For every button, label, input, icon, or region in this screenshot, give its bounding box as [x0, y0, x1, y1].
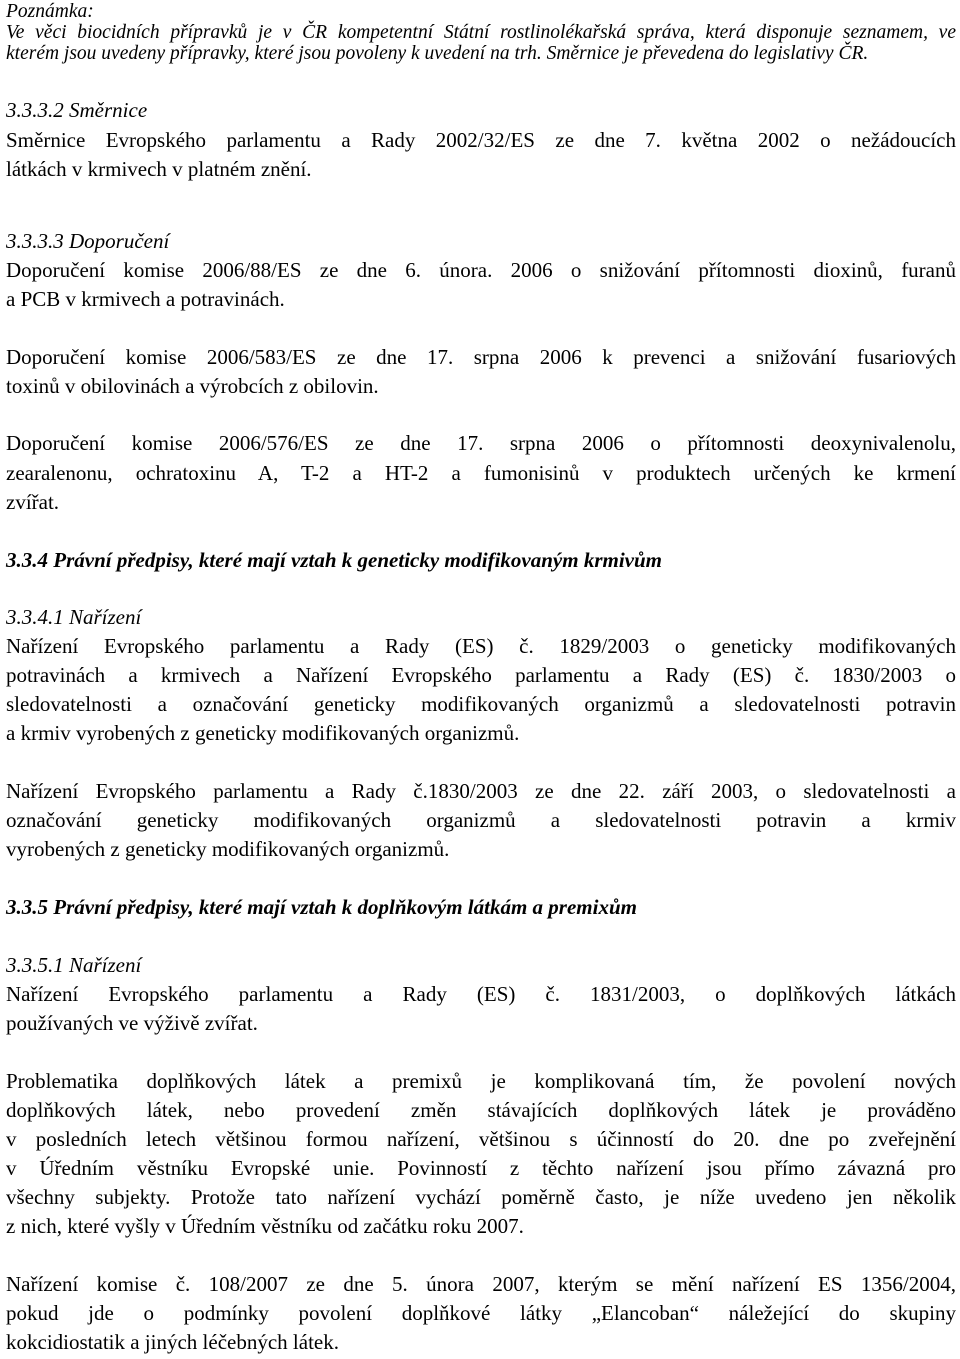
- paragraph-line: a krmiv vyrobených z geneticky modifikovaných organizmů.: [6, 721, 520, 745]
- paragraph-line: vyrobených z geneticky modifikovaných organizmů.: [6, 837, 450, 861]
- section-heading-3-3-4: 3.3.4 Právní předpisy, které mají vztah k geneticky modifikovaným krmivům: [6, 548, 662, 572]
- paragraph-line: v posledních letech většinou formou nařízení, většinou s účinností do 20. dne po zveřejnění: [6, 1127, 956, 1151]
- note-line: kterém jsou uvedeny přípravky, které jsou povoleny k uvedení na trh. Směrnice je převedena do legislativy ČR.: [6, 43, 869, 64]
- paragraph-line: z nich, které vyšly v Úředním věstníku od začátku roku 2007.: [6, 1214, 524, 1238]
- paragraph-line: Doporučení komise 2006/583/ES ze dne 17. srpna 2006 k prevenci a snižování fusariových: [6, 345, 956, 369]
- paragraph-line: Nařízení komise č. 108/2007 ze dne 5. února 2007, kterým se mění nařízení ES 1356/2004,: [6, 1272, 956, 1296]
- heading-text: 3.3.3.2 Směrnice: [6, 98, 148, 122]
- paragraph-line: potravinách a krmivech a Nařízení Evropského parlamentu a Rady (ES) č. 1830/2003 o: [6, 663, 956, 687]
- paragraph-line: toxinů v obilovinách a výrobcích z obilovin.: [6, 374, 379, 398]
- note-heading: Poznámka:: [6, 1, 94, 22]
- subsection-heading-3-3-5-1: 3.3.5.1 Nařízení: [6, 953, 142, 977]
- section-heading-3-3-5: 3.3.5 Právní předpisy, které mají vztah k doplňkovým látkám a premixům: [6, 895, 637, 919]
- paragraph-line: látkách v krmivech v platném znění.: [6, 157, 312, 181]
- paragraph-line: v Úředním věstníku Evropské unie. Povinností z těchto nařízení jsou přímo závazná pro: [6, 1156, 956, 1180]
- paragraph-line: sledovatelnosti a označování geneticky modifikovaných organizmů a sledovatelnosti potravin: [6, 692, 956, 716]
- paragraph-line: zvířat.: [6, 490, 60, 514]
- subsection-heading-3-3-4-1: 3.3.4.1 Nařízení: [6, 605, 142, 629]
- paragraph-line: všechny subjekty. Protože tato nařízení vychází poměrně často, je níže uvedeno jen několik: [6, 1185, 956, 1209]
- paragraph-line: Doporučení komise 2006/88/ES ze dne 6. února. 2006 o snižování přítomnosti dioxinů, furanů: [6, 258, 956, 282]
- paragraph-line: a PCB v krmivech a potravinách.: [6, 287, 285, 311]
- paragraph-line: označování geneticky modifikovaných organizmů a sledovatelnosti potravin a krmiv: [6, 808, 956, 832]
- paragraph-line: používaných ve výživě zvířat.: [6, 1011, 258, 1035]
- paragraph-line: Směrnice Evropského parlamentu a Rady 2002/32/ES ze dne 7. května 2002 o nežádoucích: [6, 128, 956, 152]
- paragraph-line: doplňkových látek, nebo provedení změn stávajících doplňkových látek je prováděno: [6, 1098, 956, 1122]
- section-heading-3-3-3-2: [6, 98, 956, 122]
- note-line: Ve věci biocidních přípravků je v ČR kompetentní Státní rostlinolékařská správa, která disponuje seznamem, ve: [6, 22, 956, 43]
- paragraph-line: Nařízení Evropského parlamentu a Rady (ES) č. 1831/2003, o doplňkových látkách: [6, 982, 956, 1006]
- paragraph-line: zearalenonu, ochratoxinu A, T-2 a HT-2 a fumonisinů v produktech určených ke krmení: [6, 461, 956, 485]
- paragraph-line: Doporučení komise 2006/576/ES ze dne 17. srpna 2006 o přítomnosti deoxynivalenolu,: [6, 431, 956, 455]
- paragraph-line: Nařízení Evropského parlamentu a Rady (ES) č. 1829/2003 o geneticky modifikovaných: [6, 634, 956, 658]
- paragraph-line: kokcidiostatik a jiných léčebných látek.: [6, 1330, 339, 1354]
- section-heading-3-3-3-3: 3.3.3.3 Doporučení: [6, 229, 170, 253]
- paragraph-line: Nařízení Evropského parlamentu a Rady č.1830/2003 ze dne 22. září 2003, o sledovatelnosti a: [6, 779, 956, 803]
- paragraph-line: Problematika doplňkových látek a premixů je komplikovaná tím, že povolení nových: [6, 1069, 956, 1093]
- paragraph-line: pokud jde o podmínky povolení doplňkové látky „Elancoban“ náležející do skupiny: [6, 1301, 956, 1325]
